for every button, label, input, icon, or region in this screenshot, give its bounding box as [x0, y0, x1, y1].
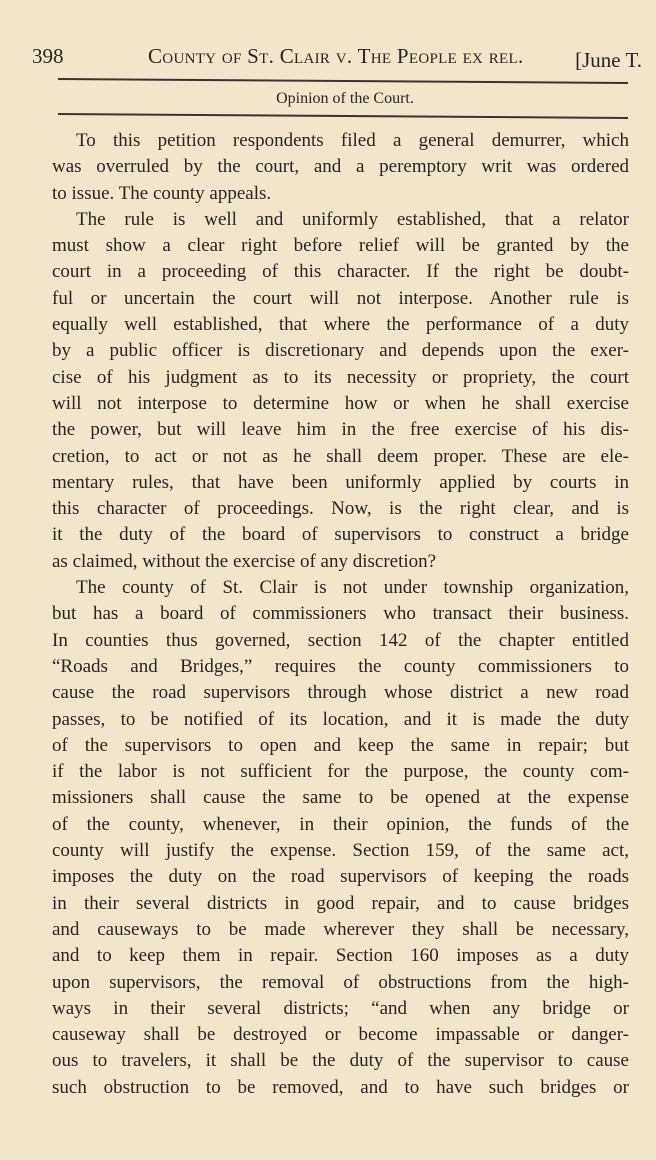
text-line: equally well established, that where the performance of a duty [52, 314, 629, 336]
text-line: ous to travelers, it shall be the duty of the supervisor to cause [52, 1050, 629, 1072]
body-text [52, 128, 629, 1101]
text-line: as claimed, without the exercise of any discretion? [52, 550, 437, 572]
text-line: of the county, whenever, in their opinion, the funds of the [52, 813, 629, 835]
text-line: was overruled by the court, and a peremptory writ was ordered [52, 156, 629, 178]
text-line: court in a proceeding of this character. If the right be doubt- [52, 261, 629, 283]
running-header [32, 44, 642, 74]
text-line: and causeways to be made wherever they shall be necessary, [52, 918, 629, 940]
text-line: cretion, to act or not as he shall deem proper. These are ele- [52, 445, 629, 467]
case-title: County of St. Clair v. The People ex rel. [148, 44, 524, 68]
text-line: and to keep them in repair. Section 160 imposes as a duty [52, 945, 629, 967]
text-line: mentary rules, that have been uniformly applied by courts in [52, 471, 629, 493]
section-heading: Opinion of the Court. [276, 90, 414, 107]
text-line: by a public officer is discretionary and depends upon the exer- [52, 340, 629, 362]
text-line: ful or uncertain the court will not interpose. Another rule is [52, 287, 629, 309]
text-line: but has a board of commissioners who transact their business. [52, 603, 629, 625]
text-line: upon supervisors, the removal of obstructions from the high- [52, 971, 629, 993]
text-line: it the duty of the board of supervisors to construct a bridge [52, 524, 629, 546]
text-line: such obstruction to be removed, and to have such bridges or [52, 1076, 629, 1098]
text-line: cise of his judgment as to its necessity or propriety, the court [52, 366, 629, 388]
text-line: causeway shall be destroyed or become impassable or danger- [52, 1024, 629, 1046]
text-line: In counties thus governed, section 142 of the chapter entitled [52, 629, 629, 651]
text-line: ways in their several districts; “and when any bridge or [52, 997, 629, 1019]
text-line: The rule is well and uniformly established, that a relator [76, 208, 629, 230]
text-line: missioners shall cause the same to be opened at the expense [52, 787, 629, 809]
subheader-rule [58, 113, 628, 118]
text-line: “Roads and Bridges,” requires the county commissioners to [52, 655, 629, 677]
text-line: The county of St. Clair is not under township organization, [76, 577, 629, 599]
text-line: county will justify the expense. Section 159, of the same act, [52, 840, 629, 862]
text-line: this character of proceedings. Now, is the right clear, and is [52, 498, 629, 520]
text-line: the power, but will leave him in the free exercise of his dis- [52, 419, 629, 441]
text-line: if the labor is not sufficient for the purpose, the county com- [52, 761, 629, 783]
text-line: must show a clear right before relief will be granted by the [52, 235, 629, 257]
text-line: to issue. The county appeals. [52, 182, 272, 204]
term-label: [June T. [575, 48, 642, 72]
header-rule [58, 78, 628, 83]
text-line: in their several districts in good repair, and to cause bridges [52, 892, 629, 914]
text-line: passes, to be notified of its location, and it is made the duty [52, 708, 629, 730]
text-line: cause the road supervisors through whose district a new road [52, 682, 629, 704]
text-line: To this petition respondents filed a general demurrer, which [76, 130, 629, 151]
text-line: will not interpose to determine how or when he shall exercise [52, 392, 629, 414]
text-line: imposes the duty on the road supervisors of keeping the roads [52, 866, 629, 888]
page-number: 398 [32, 44, 64, 68]
text-line: of the supervisors to open and keep the same in repair; but [52, 734, 629, 756]
